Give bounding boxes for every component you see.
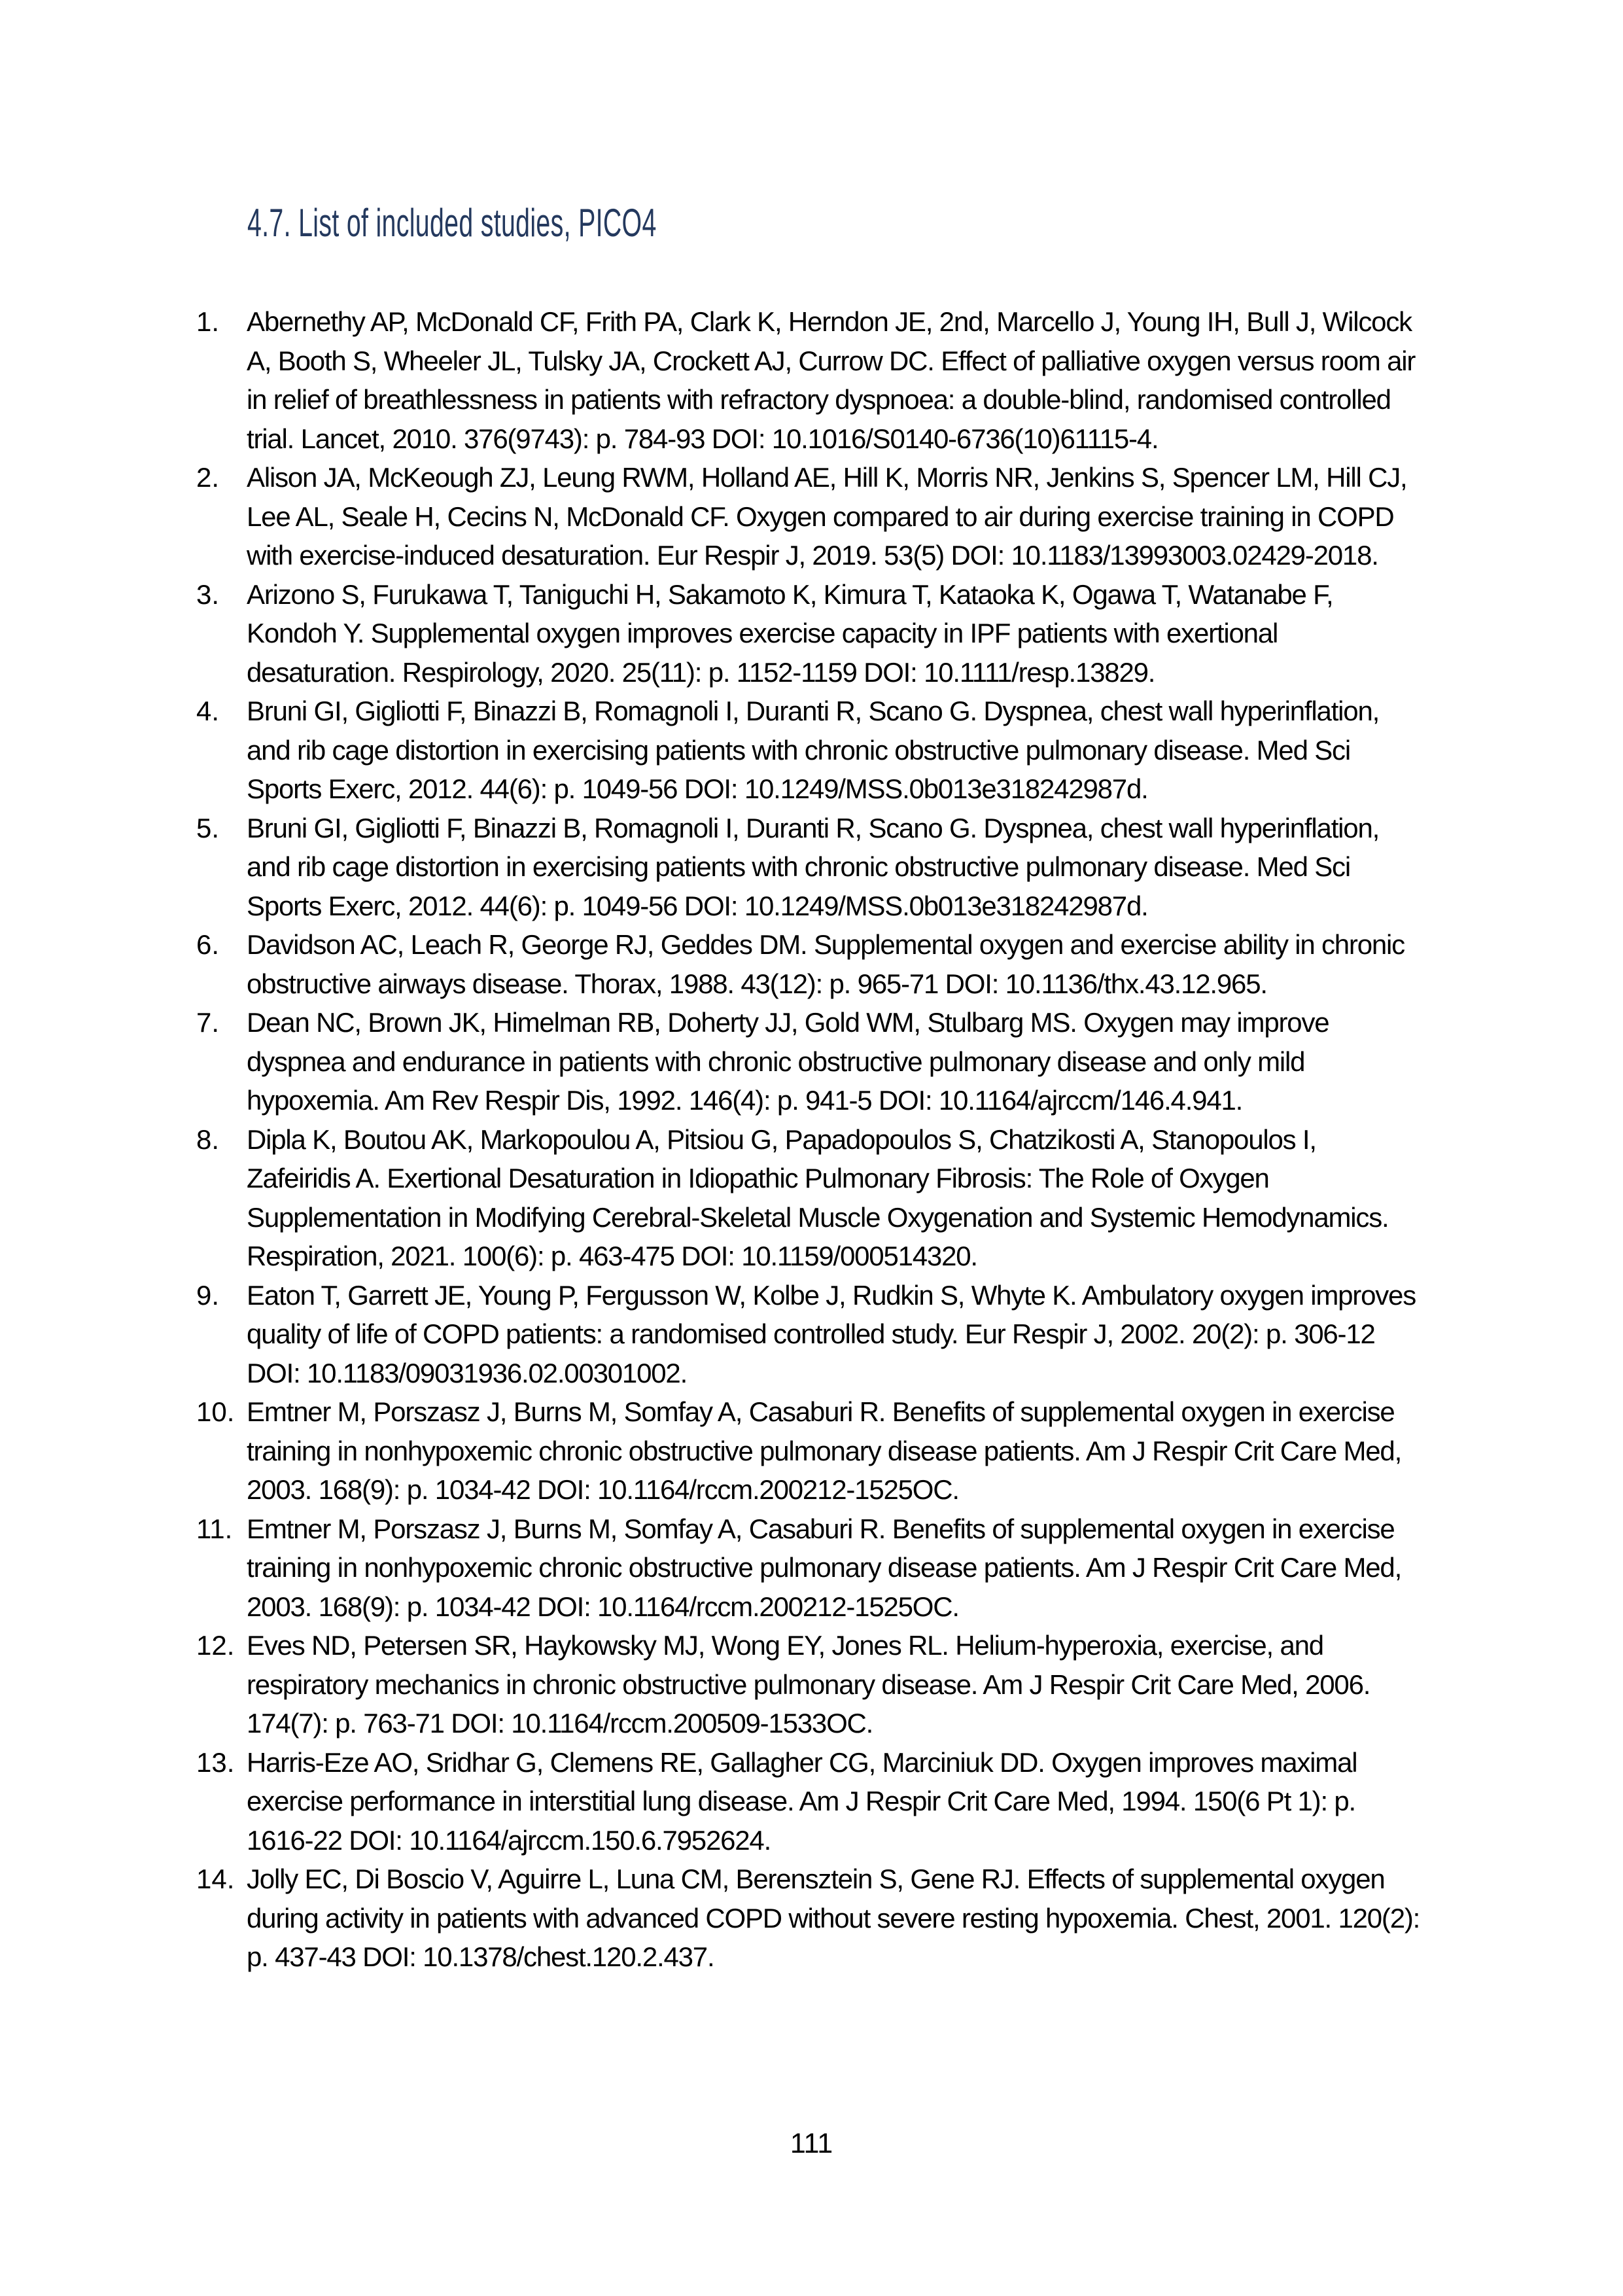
reference-number: 2. [196,462,220,493]
reference-text: Arizono S, Furukawa T, Taniguchi H, Sakamoto K, Kimura T, Kataoka K, Ogawa T, Watanabe F, Kondoh Y. Supplemental oxygen improves exercise capacity in IPF patients with exertional desaturation. Respirology, 2020. 25(11): p. 1152-1159 DOI: 10.1111/resp.13829. [247,578,1333,688]
reference-text: Emtner M, Porszasz J, Burns M, Somfay A, Casaburi R. Benefits of supplemental oxygen in exercise training in nonhypoxemic chronic obstructive pulmonary disease patients. Am J Respir Crit Care Med, 2003. 168(9): p. 1034-42 DOI: 10.1164/rccm.200212-1525OC. [247,1396,1402,1505]
reference-text: Abernethy AP, McDonald CF, Frith PA, Clark K, Herndon JE, 2nd, Marcello J, Young IH, Bull J, Wilcock A, Booth S, Wheeler JL, Tulsky JA, Crockett AJ, Currow DC. Effect of palliative oxygen versus room air in relief of breathlessness in patients with refractory dyspnoea: a double-blind, randomised controlled trial. Lancet, 2010. 376(9743): p. 784-93 DOI: 10.1016/S0140-6736(10)61115-4. [247,306,1416,454]
reference-item [196,1276,1423,1393]
reference-item [196,1510,1423,1627]
reference-item [196,1392,1423,1510]
reference-item [196,692,1423,809]
reference-text: Dipla K, Boutou AK, Markopoulou A, Pitsiou G, Papadopoulos S, Chatzikosti A, Stanopoulos I, Zafeiridis A. Exertional Desaturation in Idiopathic Pulmonary Fibrosis: The Role of Oxygen Supplementation in Modifying Cerebral-Skeletal Muscle Oxygenation and Systemic Hemodynamics. Respiration, 2021. 100(6): p. 463-475 DOI: 10.1159/000514320. [247,1123,1389,1271]
reference-text: Harris-Eze AO, Sridhar G, Clemens RE, Gallagher CG, Marciniuk DD. Oxygen improves maximal exercise performance in interstitial lung disease. Am J Respir Crit Care Med, 1994. 150(6 Pt 1): p. 1616-22 DOI: 10.1164/ajrccm.150.6.7952624. [247,1746,1357,1856]
reference-number: 7. [196,1007,220,1038]
reference-number: 4. [196,696,220,726]
reference-text: Eaton T, Garrett JE, Young P, Fergusson W, Kolbe J, Rudkin S, Whyte K. Ambulatory oxygen improves quality of life of COPD patients: a randomised controlled study. Eur Respir J, 2002. 20(2): p. 306-12 DOI: 10.1183/09031936.02.00301002. [247,1279,1416,1388]
reference-text: Bruni GI, Gigliotti F, Binazzi B, Romagnoli I, Duranti R, Scano G. Dyspnea, chest wall hyperinflation, and rib cage distortion in exercising patients with chronic obstructive pulmonary disease. Med Sci Sports Exerc, 2012. 44(6): p. 1049-56 DOI: 10.1249/MSS.0b013e318242987d. [247,812,1380,921]
reference-number: 14. [196,1863,235,1894]
reference-number: 11. [196,1513,233,1544]
reference-number: 12. [196,1630,235,1661]
reference-number: 13. [196,1746,235,1778]
reference-item [196,302,1423,458]
reference-number: 5. [196,812,220,843]
reference-item [196,1860,1423,1977]
reference-text: Davidson AC, Leach R, George RJ, Geddes DM. Supplemental oxygen and exercise ability in chronic obstructive airways disease. Thorax, 1988. 43(12): p. 965-71 DOI: 10.1136/thx.43.12.965. [247,929,1405,999]
reference-text: Emtner M, Porszasz J, Burns M, Somfay A, Casaburi R. Benefits of supplemental oxygen in exercise training in nonhypoxemic chronic obstructive pulmonary disease patients. Am J Respir Crit Care Med, 2003. 168(9): p. 1034-42 DOI: 10.1164/rccm.200212-1525OC. [247,1513,1402,1622]
reference-text: Alison JA, McKeough ZJ, Leung RWM, Holland AE, Hill K, Morris NR, Jenkins S, Spencer LM, Hill CJ, Lee AL, Seale H, Cecins N, McDonald CF. Oxygen compared to air during exercise training in COPD with exercise-induced desaturation. Eur Respir J, 2019. 53(5) DOI: 10.1183/13993003.02429-2018. [247,462,1407,571]
reference-text: Eves ND, Petersen SR, Haykowsky MJ, Wong EY, Jones RL. Helium-hyperoxia, exercise, and respiratory mechanics in chronic obstructive pulmonary disease. Am J Respir Crit Care Med, 2006. 174(7): p. 763-71 DOI: 10.1164/rccm.200509-1533OC. [247,1630,1370,1739]
reference-number: 10. [196,1396,235,1427]
reference-item [196,1743,1423,1860]
reference-text: Bruni GI, Gigliotti F, Binazzi B, Romagnoli I, Duranti R, Scano G. Dyspnea, chest wall hyperinflation, and rib cage distortion in exercising patients with chronic obstructive pulmonary disease. Med Sci Sports Exerc, 2012. 44(6): p. 1049-56 DOI: 10.1249/MSS.0b013e318242987d. [247,696,1380,804]
reference-number: 6. [196,929,220,960]
reference-number: 9. [196,1279,220,1311]
reference-list [196,302,1423,1977]
reference-number: 8. [196,1123,220,1155]
reference-item [196,1120,1423,1276]
reference-number: 1. [196,306,220,337]
reference-item [196,1626,1423,1743]
reference-item [196,458,1423,575]
reference-item [196,1003,1423,1120]
reference-text: Jolly EC, Di Boscio V, Aguirre L, Luna CM, Berensztein S, Gene RJ. Effects of supplemental oxygen during activity in patients with advanced COPD without severe resting hypoxemia. Chest, 2001. 120(2): p. 437-43 DOI: 10.1378/chest.120.2.437. [247,1863,1420,1972]
reference-item [196,575,1423,692]
reference-text: Dean NC, Brown JK, Himelman RB, Doherty JJ, Gold WM, Stulbarg MS. Oxygen may improve dyspnea and endurance in patients with chronic obstructive pulmonary disease and only mild hypoxemia. Am Rev Respir Dis, 1992. 146(4): p. 941-5 DOI: 10.1164/ajrccm/146.4.941. [247,1007,1329,1116]
reference-item [196,809,1423,926]
reference-number: 3. [196,578,220,610]
section-heading: 4.7. List of included studies, PICO4 [247,201,657,245]
reference-item [196,925,1423,1003]
page-number: 111 [790,2128,833,2159]
